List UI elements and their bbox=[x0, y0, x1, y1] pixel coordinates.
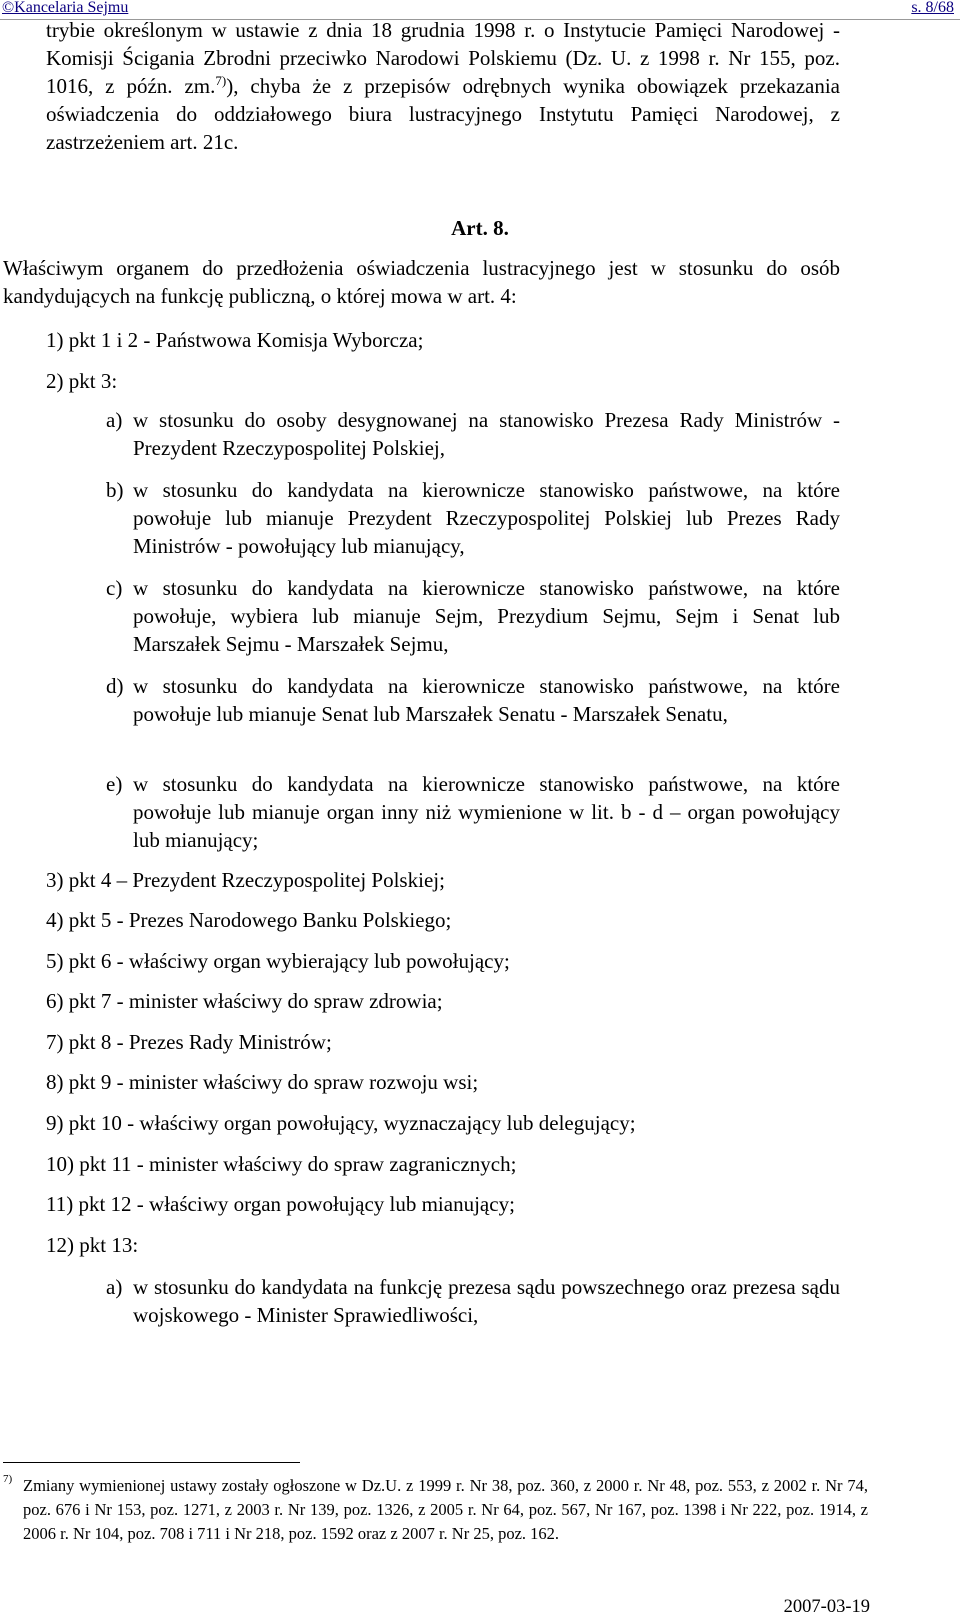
sub-item-text: w stosunku do kandydata na kierownicze stanowisko państwowe, na które powołuje lub mianuje Senat lub Marszałek Senatu - Marszałek Senatu, bbox=[133, 674, 840, 726]
sub-item-label: b) bbox=[106, 478, 124, 502]
footnote-text: Zmiany wymienionej ustawy zostały ogłoszone w Dz.U. z 1999 r. Nr 38, poz. 360, z 2000 r. Nr 48, poz. 553, z 2002 r. Nr 74, poz. 676 i Nr 153, poz. 1271, z 2003 r. Nr 139, poz. 1326, z 2005 r. Nr 64, poz. 567, Nr 167, poz. 1398 i Nr 222, poz. 1914, z 2006 r. Nr 104, poz. 708 i 711 i Nr 218, poz. 1592 oraz z 2007 r. Nr 25, poz. 162. bbox=[23, 1476, 868, 1543]
sub-item-label: a) bbox=[106, 408, 123, 432]
footnote-ref: 7) bbox=[215, 73, 227, 88]
intro-text-part1: trybie określonym w ustawie z dnia 18 grudnia 1998 r. o Instytucie Pamięci Narodowej - Komisji Ścigania Zbrodni przeciwko Narodowi Polskiemu (Dz. U. z 1998 r. Nr 155, poz. 1016, z późn. zm. bbox=[46, 18, 840, 98]
list-item-10: 10) pkt 11 - minister właściwy do spraw zagranicznych; bbox=[46, 1152, 517, 1176]
sub-item-text: w stosunku do kandydata na funkcję prezesa sądu powszechnego oraz prezesa sądu wojskowego - Minister Sprawiedliwości, bbox=[133, 1275, 840, 1327]
intro-text-part2: ), chyba że z przepisów odrębnych wynika obowiązek przekazania oświadczenia do oddziałowego biura lustracyjnego Instytutu Pamięci Narodowej, z zastrzeżeniem art. 21c. bbox=[46, 74, 841, 154]
list-item-8: 8) pkt 9 - minister właściwy do spraw rozwoju wsi; bbox=[46, 1070, 479, 1094]
list-item-2: 2) pkt 3: bbox=[46, 369, 118, 393]
list-item-6: 6) pkt 7 - minister właściwy do spraw zdrowia; bbox=[46, 989, 443, 1013]
list-item-1: 1) pkt 1 i 2 - Państwowa Komisja Wyborcza; bbox=[46, 328, 424, 352]
sub-item-label: e) bbox=[106, 772, 123, 796]
footnote-mark: 7) bbox=[3, 1473, 13, 1485]
intro-paragraph bbox=[46, 16, 840, 156]
sub-item-label: a) bbox=[106, 1275, 123, 1299]
list-item-9: 9) pkt 10 - właściwy organ powołujący, wyznaczający lub delegujący; bbox=[46, 1111, 636, 1135]
article-title: Art. 8. bbox=[451, 216, 509, 240]
document-date: 2007-03-19 bbox=[783, 1597, 870, 1617]
list-item-11: 11) pkt 12 - właściwy organ powołujący lub mianujący; bbox=[46, 1192, 515, 1216]
list-item-12: 12) pkt 13: bbox=[46, 1233, 139, 1257]
sub-item-label: c) bbox=[106, 576, 123, 600]
sub-item-text: w stosunku do kandydata na kierownicze stanowisko państwowe, na które powołuje, wybiera lub mianuje Sejm, Prezydium Sejmu, Sejm i Senat lub Marszałek Sejmu - Marszałek Sejmu, bbox=[133, 576, 840, 656]
sub-item-label: d) bbox=[106, 674, 124, 698]
sub-item-text: w stosunku do kandydata na kierownicze stanowisko państwowe, na które powołuje lub mianuje organ inny niż wymienione w lit. b - d – organ powołujący lub mianujący; bbox=[133, 772, 840, 852]
page-number-link[interactable]: s. 8/68 bbox=[911, 0, 954, 16]
list-item-7: 7) pkt 8 - Prezes Rady Ministrów; bbox=[46, 1030, 332, 1054]
footnote-divider bbox=[3, 1462, 300, 1463]
list-item-5: 5) pkt 6 - właściwy organ wybierający lub powołujący; bbox=[46, 949, 510, 973]
article-lead: Właściwym organem do przedłożenia oświadczenia lustracyjnego jest w stosunku do osób kandydujących na funkcję publiczną, o której mowa w art. 4: bbox=[3, 256, 840, 308]
list-item-3: 3) pkt 4 – Prezydent Rzeczypospolitej Polskiej; bbox=[46, 868, 445, 892]
sub-item-text: w stosunku do kandydata na kierownicze stanowisko państwowe, na które powołuje lub mianuje Prezydent Rzeczypospolitej Polskiej lub Prezes Rady Ministrów - powołujący lub mianujący, bbox=[133, 478, 840, 558]
sub-item-text: w stosunku do osoby desygnowanej na stanowisko Prezesa Rady Ministrów - Prezydent Rzeczypospolitej Polskiej, bbox=[133, 408, 840, 460]
list-item-4: 4) pkt 5 - Prezes Narodowego Banku Polskiego; bbox=[46, 908, 452, 932]
source-link[interactable]: ©Kancelaria Sejmu bbox=[2, 0, 129, 16]
